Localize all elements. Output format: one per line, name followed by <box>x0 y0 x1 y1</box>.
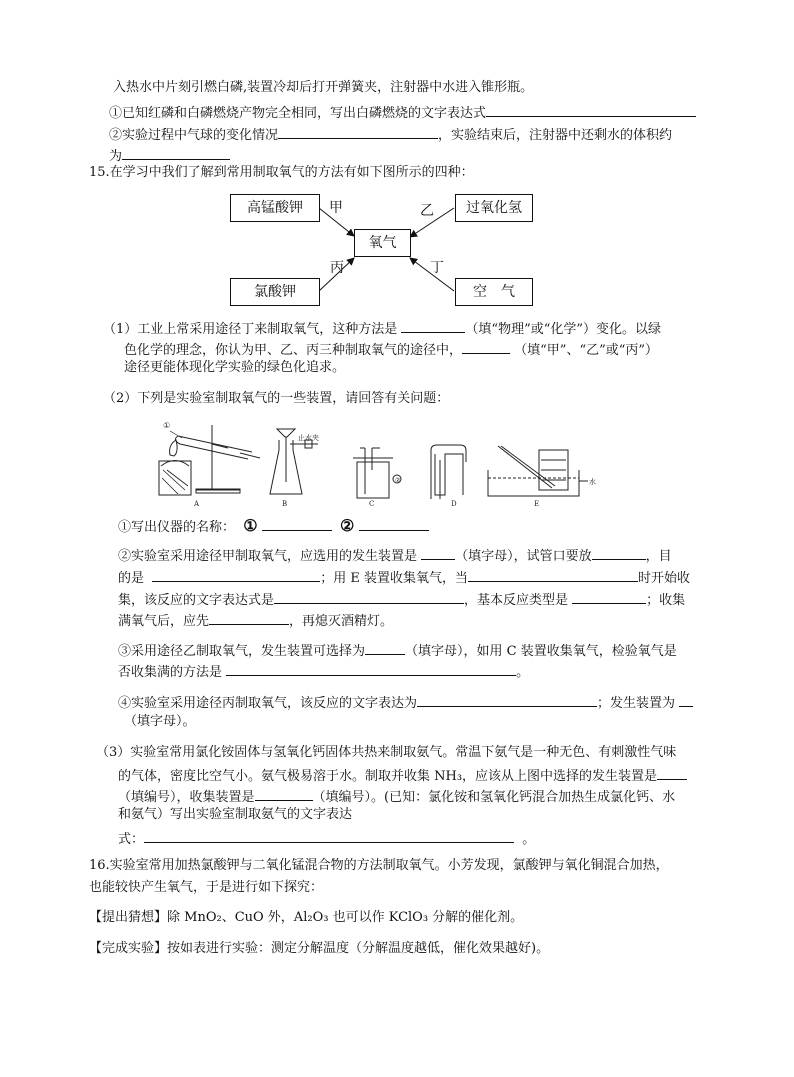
q15-stem: 15.在学习中我们了解到常用制取氧气的方法有如下图所示的四种： <box>89 165 474 180</box>
answer-blank[interactable] <box>572 589 646 604</box>
text-segment: （填编号）。(已知：氯化铵和氢氧化钙混合加热生成氯化钙、水 <box>312 790 676 805</box>
guess-tag: 【提出猜想】 <box>89 910 168 925</box>
apparatus-b <box>270 429 319 508</box>
answer-blank[interactable] <box>421 545 455 560</box>
answer-blank[interactable] <box>657 765 687 780</box>
label-b: B <box>282 500 288 508</box>
mark-1: ① <box>163 421 171 430</box>
experiment-tag: 【完成实验】 <box>89 941 168 956</box>
q15-p3-line2 <box>118 765 687 786</box>
text-segment: ②实验室采用途径甲制取氧气，应选用的发生装置是 <box>118 549 418 564</box>
text-segment: 满氧气后，应先 <box>118 614 210 629</box>
q15-s2-line1 <box>118 545 672 566</box>
apparatus-e <box>488 446 596 508</box>
text-segment: （填“甲”、“乙”或“丙”） <box>514 343 659 358</box>
q15-s2-line3 <box>118 589 685 610</box>
text-segment: ③采用途径乙制取氧气，发生装置可选择为 <box>118 644 366 659</box>
answer-blank[interactable] <box>417 692 597 707</box>
q16-stem-line1: 16.实验室常用加热氯酸钾与二氧化锰混合物的方法制取氧气。小芳发现，氯酸钾与氧化铜混合加热， <box>89 858 669 873</box>
top-line-1: 入热水中片刻引燃白磷,装置冷却后打开弹簧夹，注射器中水进入锥形瓶。 <box>113 80 534 95</box>
syringe-question: ，实验结束后，注射器中还剩水的体积约 <box>438 128 673 143</box>
text-segment: （填编号），收集装置是 <box>118 790 255 805</box>
q15-s4-line1 <box>118 692 693 713</box>
text-segment: （1）工业上常采用途径丁来制取氧气，这种方法是 <box>103 322 398 337</box>
label-yi: 乙 <box>420 203 434 219</box>
circled-2: ② <box>340 516 355 535</box>
q15-s2-line2 <box>118 567 690 588</box>
q15-p3-line5 <box>118 828 535 849</box>
text-segment: 的气体，密度比空气小。氨气极易溶于水。制取并收集 NH₃，应该从上图中选择的发生装置是 <box>118 769 658 784</box>
circled-1: ① <box>243 516 258 535</box>
answer-blank[interactable] <box>226 661 516 676</box>
q15-p3-line1: （3）实验室常用氯化铵固体与氢氧化钙固体共热来制取氨气。常温下氨气是一种无色、有刺激性气味 <box>96 745 677 760</box>
answer-blank[interactable] <box>359 516 429 531</box>
text-segment: 否收集满的方法是 <box>118 665 223 680</box>
text-segment: ；收集 <box>646 593 686 608</box>
text-segment: ，目 <box>645 549 672 564</box>
answer-blank[interactable] <box>152 567 320 582</box>
text-segment: 。 <box>522 832 536 847</box>
q15-p1-line3: 途径更能体现化学实验的绿色化追求。 <box>124 360 346 375</box>
experiment-text: 按如表进行实验：测定分解温度（分解温度越低，催化效果越好)。 <box>167 941 550 956</box>
mark-2: ② <box>395 477 401 484</box>
label-clip: 止水夹 <box>298 434 319 442</box>
apparatus-c <box>353 448 401 508</box>
box-oxygen: 氧气 <box>354 229 411 257</box>
answer-blank[interactable] <box>255 786 313 801</box>
apparatus-a <box>159 421 260 508</box>
q15-p3-line3 <box>118 786 675 807</box>
text-segment: （填“物理”或“化学”）变化。以绿 <box>465 322 662 337</box>
box-kmno4: 高锰酸钾 <box>230 194 320 222</box>
text-segment: ，基本反应类型是 <box>464 593 569 608</box>
text-segment: ①写出仪器的名称： <box>118 520 236 535</box>
text-segment: 时开始收 <box>638 571 691 586</box>
q15-s1-line <box>118 516 429 537</box>
q15-s4-line2: （填字母）。 <box>124 714 196 729</box>
apparatus-d <box>431 445 466 508</box>
q15-s3-line1 <box>118 640 677 661</box>
text-segment: ，再熄灭酒精灯。 <box>289 614 394 629</box>
answer-blank[interactable] <box>262 516 332 531</box>
answer-blank[interactable] <box>592 545 646 560</box>
text-segment: （填字母），如用 C 装置收集氧气，检验氧气是 <box>405 644 677 659</box>
box-kclo3: 氯酸钾 <box>230 278 320 306</box>
label-jia: 甲 <box>329 200 343 216</box>
label-e: E <box>534 500 540 508</box>
q15-s2-line4 <box>118 610 393 631</box>
white-phosphorus-question: ①已知红磷和白磷燃烧产物完全相同，写出白磷燃烧的文字表达式 <box>109 106 487 121</box>
text-segment: 式： <box>118 832 145 847</box>
text-segment: 集，该反应的文字表达式是 <box>118 593 275 608</box>
answer-blank[interactable] <box>209 610 289 625</box>
balloon-question: ②实验过程中气球的变化情况 <box>109 128 279 143</box>
label-water: 水 <box>589 478 596 486</box>
guess-text: 除 MnO₂、CuO 外，Al₂O₃ 也可以作 KClO₃ 分解的催化剂。 <box>167 910 524 925</box>
text-segment: 的是 <box>118 571 145 586</box>
text-segment: （填字母），试管口要放 <box>455 549 592 564</box>
q15-p2-stem: （2）下列是实验室制取氧气的一些装置，请回答有关问题： <box>103 391 450 406</box>
label-bing: 丙 <box>330 260 344 276</box>
answer-blank[interactable] <box>274 589 464 604</box>
box-air: 空 气 <box>455 278 533 306</box>
label-ding: 丁 <box>430 260 444 276</box>
text-segment: ；用 E 装置收集氧气，当 <box>320 571 469 586</box>
q15-s3-line2 <box>118 661 529 682</box>
answer-blank[interactable] <box>365 640 405 655</box>
label-a: A <box>194 500 200 508</box>
answer-blank[interactable] <box>679 692 693 707</box>
q16-guess <box>89 909 523 927</box>
label-c: C <box>369 500 375 508</box>
text-segment: ④实验室采用途径丙制取氧气，该反应的文字表达为 <box>118 696 418 711</box>
q16-experiment <box>89 940 549 958</box>
answer-blank[interactable] <box>468 567 638 582</box>
text-segment: 色化学的理念，你认为甲、乙、丙三种制取氧气的途径中， <box>124 343 463 358</box>
q15-p3-line4: 和氨气）写出实验室制取氨气的文字表达 <box>118 807 353 822</box>
answer-blank[interactable] <box>144 828 514 843</box>
box-h2o2: 过氧化氢 <box>455 194 533 222</box>
text-segment: 。 <box>516 665 530 680</box>
q16-stem-line2: 也能较快产生氧气，于是进行如下探究： <box>89 880 324 895</box>
label-d: D <box>451 500 457 508</box>
text-segment: ；发生装置为 <box>597 696 676 711</box>
text-segment: 为 <box>109 149 123 164</box>
